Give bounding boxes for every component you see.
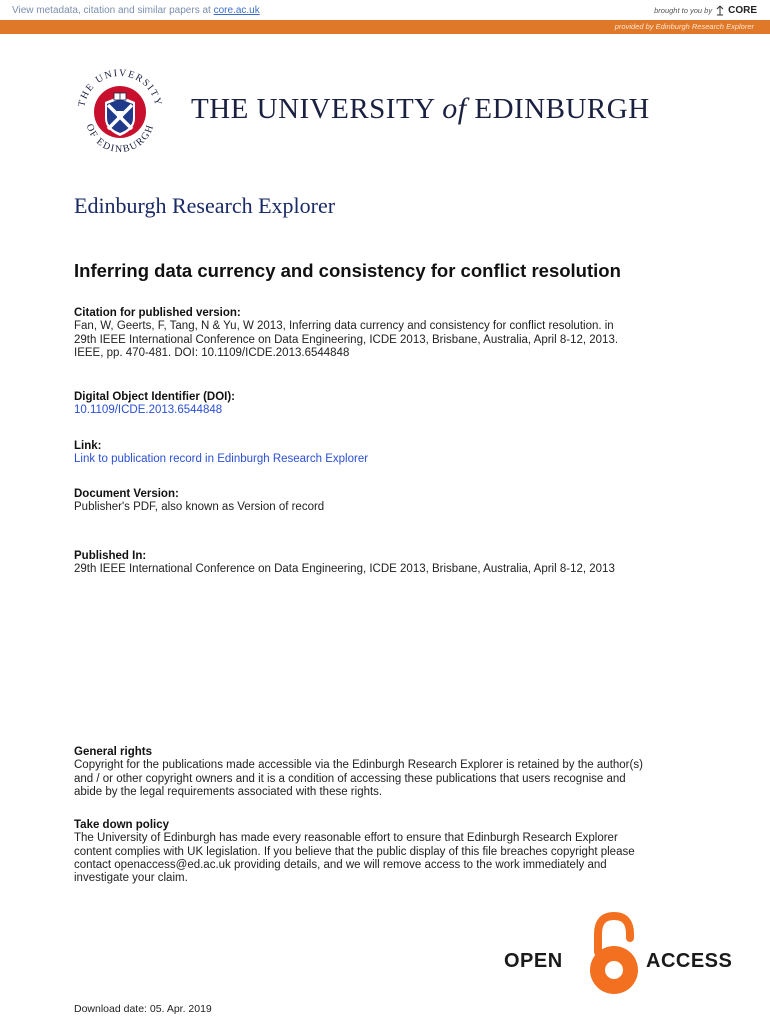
- repository-name: Edinburgh Research Explorer: [74, 193, 336, 218]
- rights-section: [74, 746, 714, 799]
- version-heading: Document Version:: [74, 488, 179, 500]
- doi-section: [74, 391, 714, 418]
- seal-bottom-text: OF EDINBURGH: [83, 122, 157, 156]
- rights-line: abide by the legal requirements associated with these rights.: [74, 785, 383, 798]
- doi-heading: Digital Object Identifier (DOI):: [74, 391, 236, 403]
- rights-heading: General rights: [74, 746, 152, 758]
- metadata-text: View metadata, citation and similar papers at: [12, 5, 211, 16]
- takedown-section: [74, 819, 714, 885]
- rights-line: Copyright for the publications made accessible via the Edinburgh Research Explorer is retained by the author(s): [74, 759, 643, 772]
- citation-section: [74, 307, 714, 360]
- takedown-line: contact openaccess@ed.ac.uk providing details, and we will remove access to the work immediately and: [74, 858, 607, 871]
- published-section: [74, 550, 714, 577]
- version-value: Publisher's PDF, also known as Version of record: [74, 501, 325, 514]
- open-access-logo: [504, 912, 744, 998]
- citation-line: Fan, W, Geerts, F, Tang, N & Yu, W 2013, Inferring data currency and consistency for conflict resolution. in: [74, 320, 614, 333]
- core-topbar: [0, 0, 770, 20]
- citation-line: IEEE, pp. 470-481. DOI: 10.1109/ICDE.2013.6544848: [74, 346, 350, 359]
- core-logo-icon: [715, 5, 725, 16]
- university-name: [191, 92, 650, 126]
- link-heading: Link:: [74, 440, 102, 452]
- open-label: OPEN: [504, 950, 563, 972]
- university-prefix: THE UNIVERSITY: [191, 93, 435, 125]
- rights-line: and / or other copyright owners and it is a condition of accessing these publications that users recognise and: [74, 772, 626, 785]
- published-heading: Published In:: [74, 550, 147, 562]
- link-section: [74, 440, 714, 467]
- core-label[interactable]: CORE: [728, 5, 757, 16]
- metadata-line: [12, 5, 260, 16]
- takedown-heading: Take down policy: [74, 819, 169, 831]
- publication-record-link[interactable]: Link to publication record in Edinburgh Research Explorer: [74, 453, 369, 466]
- takedown-line: investigate your claim.: [74, 872, 188, 885]
- brought-text: brought to you by: [654, 6, 713, 15]
- doi-link[interactable]: 10.1109/ICDE.2013.6544848: [74, 404, 223, 417]
- takedown-line: content complies with UK legislation. If you believe that the public display of this file breaches copyright please: [74, 845, 635, 858]
- core-link[interactable]: core.ac.uk: [213, 5, 260, 16]
- seal-top-text: THE UNIVERSITY: [76, 67, 164, 108]
- university-seal-icon: [72, 64, 168, 160]
- published-value: 29th IEEE International Conference on Data Engineering, ICDE 2013, Brisbane, Australia, April 8-12, 2013: [74, 563, 615, 576]
- brought-by: [654, 5, 757, 16]
- download-date: Download date: 05. Apr. 2019: [74, 1003, 212, 1015]
- version-section: [74, 488, 714, 515]
- citation-heading: Citation for published version:: [74, 307, 241, 319]
- open-access-lock-icon: [586, 912, 642, 998]
- provider-bar: [0, 20, 770, 34]
- citation-line: 29th IEEE International Conference on Data Engineering, ICDE 2013, Brisbane, Australia, April 8-12, 2013.: [74, 333, 619, 346]
- paper-title: Inferring data currency and consistency for conflict resolution: [74, 260, 621, 281]
- takedown-line: The University of Edinburgh has made every reasonable effort to ensure that Edinburgh Research Explorer: [74, 832, 618, 845]
- university-suffix: EDINBURGH: [474, 93, 650, 125]
- university-of: of: [442, 92, 467, 125]
- access-label: ACCESS: [646, 950, 733, 972]
- provided-by-text: provided by Edinburgh Research Explorer: [614, 22, 754, 31]
